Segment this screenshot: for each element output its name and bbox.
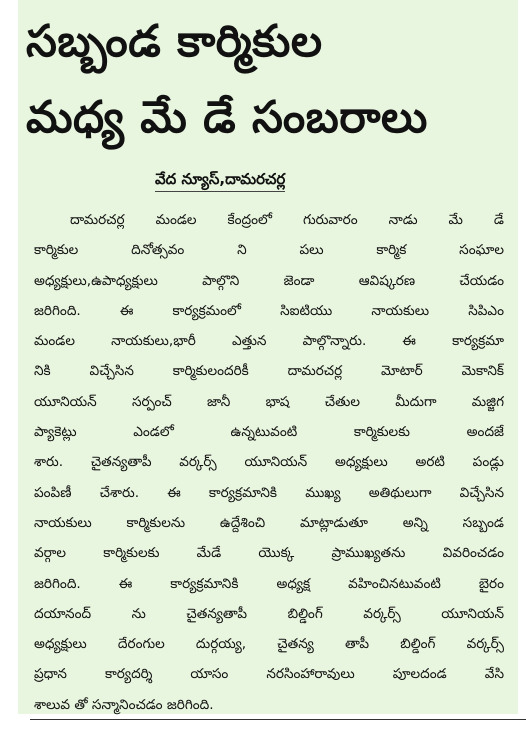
body-line: శారు. చైతన్యతాపీ వర్కర్స్ యూనియన్ అధ్యక్షులు అరటి పండ్లు: [34, 454, 504, 471]
headline-line-1: సబ్బండ కార్మికుల: [26, 16, 323, 67]
body-line: అధ్యక్షులు,ఉపాధ్యక్షులు పాల్గొని జెండా ఆవిష్కరణ చేయడం: [34, 272, 504, 289]
body-line: కార్మికుల దినోత్సవం ని పలు కార్మిక సంఘాల: [34, 242, 504, 259]
body-line: శాలువ తో సన్మానించడం జరిగింది.: [34, 696, 214, 713]
body-line: దామరచర్ల మండల కేంద్రంలో గురువారం నాడు మే డే: [70, 212, 504, 228]
body-line: అధ్యక్షులు దేరంగుల దుర్గయ్య, చైతన్య తాపీ బిల్డింగ్ వర్కర్స్: [34, 636, 504, 653]
body-line: మండల నాయకులు,భారీ ఎత్తున పాల్గొన్నారు. ఈ కార్యక్రమా: [34, 333, 504, 350]
body-line: నాయకులు కార్మికులను ఉద్దేశించి మాట్లాడుతూ అన్ని సబ్బండ: [34, 514, 504, 531]
body-line: ప్రధాన కార్యదర్శి యాసం నరసింహారావులు పూలదండ వేసి: [34, 666, 504, 683]
body-line: ప్యాకెట్లు ఎండలో ఉన్నటువంటి కార్మికులకు అందజే: [34, 424, 504, 441]
byline: వేద న్యూస్,దామరచర్ల: [155, 168, 285, 192]
body-line: వర్గాల కార్మికులకు మేడే యొక్క ప్రాముఖ్యతను వివరించడం: [34, 545, 504, 562]
body-line: నికి విచ్చేసిన కార్మికులందరికీ దామరచర్ల మోటార్ మెకానిక్: [34, 363, 504, 380]
body-line: జరిగింది. ఈ కార్యక్రమంలో సిఐటియు నాయకులు సిపిఎం: [34, 302, 504, 319]
body-line: పంపిణీ చేశారు. ఈ కార్యక్రమానికి ముఖ్య అతిథులుగా విచ్చేసిన: [34, 484, 504, 501]
bottom-divider: [30, 719, 526, 720]
body-line: దయానంద్ ను చైతన్యతాపీ బిల్డింగ్ వర్కర్స్ యూనియన్: [34, 605, 504, 622]
body-line: జరిగింది. ఈ కార్యక్రమానికి అధ్యక్ష వహించినటువంటి బైరం: [34, 575, 504, 592]
news-clipping: [18, 0, 518, 714]
headline-line-2: మధ్య మే డే సంబరాలు: [26, 92, 428, 143]
headline: [26, 4, 510, 156]
body-line: యూనియన్ సర్పంచ్ జానీ భాష చేతుల మీదుగా మజ్జిగ: [34, 393, 504, 410]
article-body: [34, 205, 504, 720]
